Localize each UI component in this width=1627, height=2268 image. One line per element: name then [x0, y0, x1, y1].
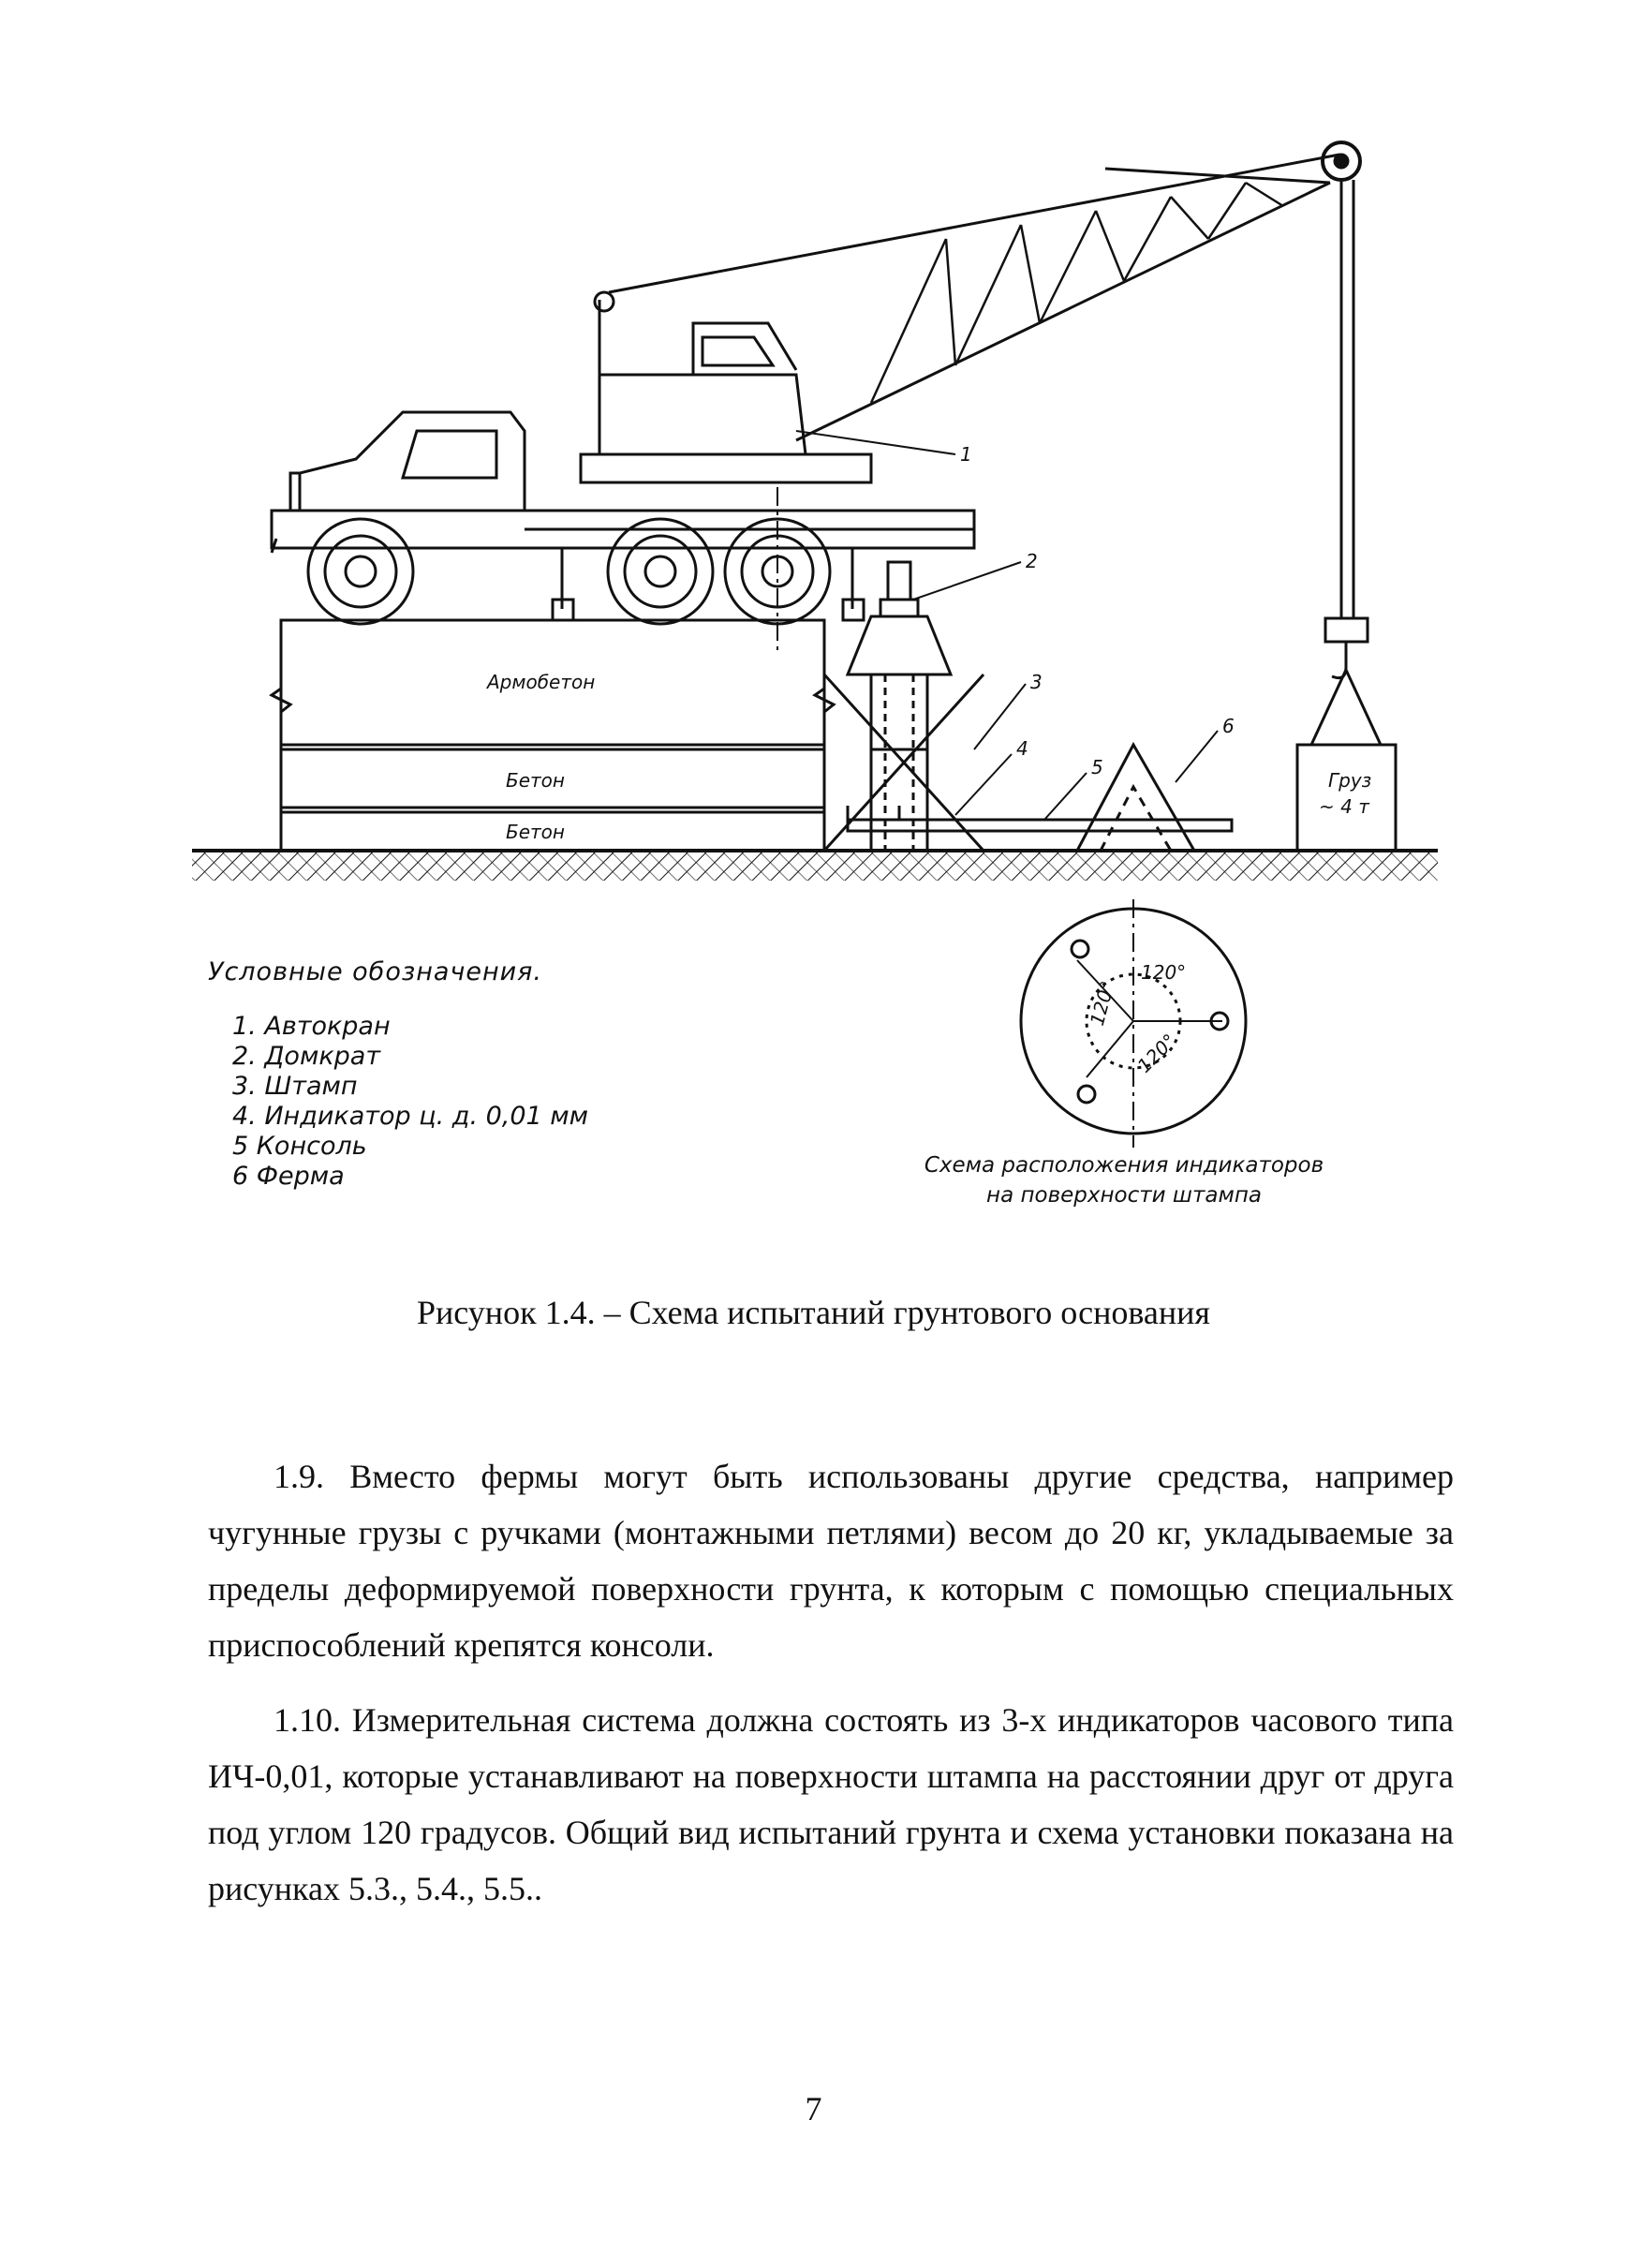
gruz-label-line1: Груз — [1328, 769, 1372, 792]
legend-item: 6 Ферма — [232, 1162, 345, 1191]
figure-caption: Рисунок 1.4. – Схема испытаний грунтового основания — [417, 1294, 1210, 1331]
paragraph-1-9: 1.9. Вместо фермы могут быть использованы другие средства, например чугунные грузы с ручками (монтажными петлями) весом до 20 кг, укладываемые за пределы деформируемой поверхности грунта, к которым с помощью специальных приспособлений крепятся консоли. — [208, 1458, 1454, 1664]
paragraph-1-10: 1.10. Измерительная система должна состоять из 3-х индикаторов часового типа ИЧ-0,01, которые устанавливают на поверхности штампа на расстоянии друг от друга под углом 120 градусов. Общий вид испытаний грунта и схема установки показана на рисунках 5.3., 5.4., 5.5.. — [208, 1701, 1454, 1907]
callout-2: 2 — [1026, 550, 1038, 572]
legend-item: 1. Автокран — [232, 1012, 391, 1041]
scheme-angle-2: 120° — [1085, 978, 1119, 1029]
callout-5: 5 — [1091, 756, 1103, 778]
scheme-caption — [843, 1150, 1405, 1210]
legend-title: Условные обозначения. — [208, 957, 542, 986]
scheme-caption-line2: на поверхности штампа — [986, 1183, 1262, 1208]
scheme-caption-line1: Схема расположения индикаторов — [924, 1153, 1324, 1178]
concrete-slab — [272, 620, 834, 851]
gruz-label-line2: ~ 4 т — [1319, 795, 1369, 818]
armobeton-label: Армобетон — [487, 671, 596, 693]
callout-1: 1 — [960, 443, 972, 466]
callout-6: 6 — [1222, 715, 1235, 737]
indicator-scheme — [1021, 899, 1246, 1148]
scheme-angle-1: 120° — [1141, 961, 1187, 984]
legend-item: 2. Домкрат — [232, 1042, 381, 1071]
legend — [208, 957, 732, 1192]
beton-label-2: Бетон — [506, 821, 565, 843]
beton-label-1: Бетон — [506, 769, 565, 792]
legend-item: 3. Штамп — [232, 1072, 358, 1101]
page-number: 7 — [805, 2090, 822, 2127]
callout-4: 4 — [1016, 737, 1028, 760]
truck-wheels — [308, 519, 830, 624]
legend-item: 5 Консоль — [232, 1132, 367, 1161]
scheme-angle-3: 120° — [1132, 1029, 1181, 1077]
legend-item: 4. Индикатор ц. д. 0,01 мм — [232, 1102, 589, 1131]
callout-3: 3 — [1030, 671, 1043, 693]
